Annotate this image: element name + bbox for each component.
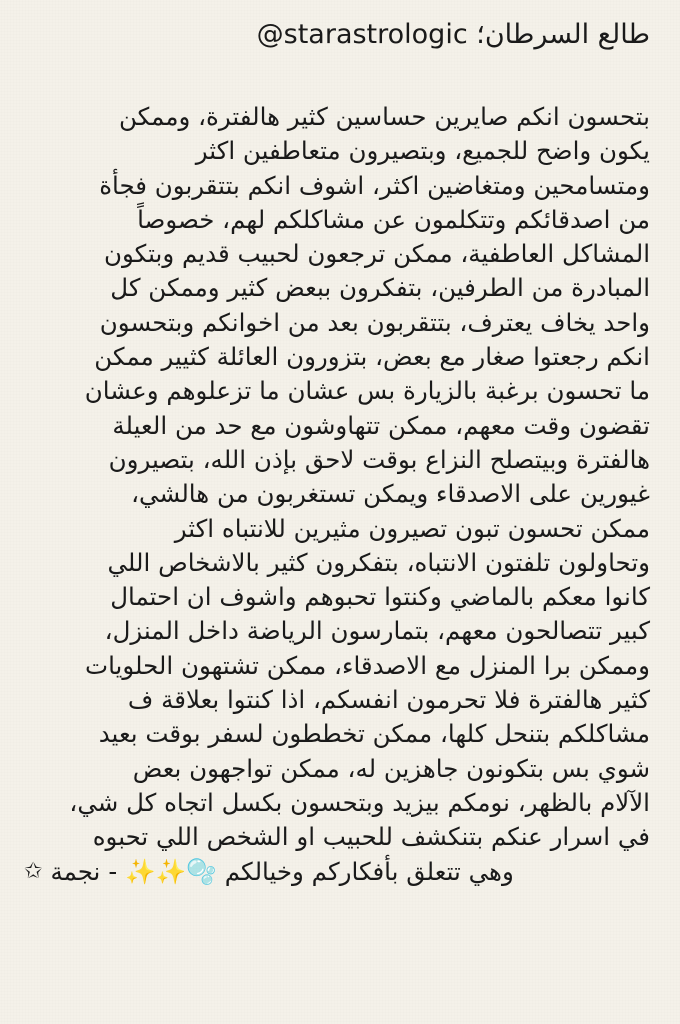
text-line: ممكن تحسون تبون تصيرون مثيرين للانتباه اكثر: [174, 513, 650, 543]
text-line: كبير تتصالحون معهم، بتمارسون الرياضة داخل المنزل،: [104, 616, 650, 646]
horoscope-text: [24, 100, 650, 889]
note-header: [24, 14, 650, 56]
star-outline-icon: ✩: [24, 858, 43, 884]
text-line: المبادرة من الطرفين، بتفكرون ببعض كثير وممكن كل: [110, 273, 650, 303]
emoji-sparkles: 🫧✨✨: [125, 856, 217, 886]
text-line: تقضون وقت معهم، ممكن تتهاوشون مع حد من العيلة: [112, 410, 650, 440]
text-line: غيورين على الاصدقاء ويمكن تستغربون من هالشي،: [131, 479, 650, 509]
last-line-text: وهي تتعلق بأفكاركم وخيالكم: [224, 856, 514, 886]
text-line: من اصدقائكم وتتكلمون عن مشاكلكم لهم، خصوصاً: [137, 204, 650, 234]
text-line: المشاكل العاطفية، ممكن ترجعون لحبيب قديم وبتكون: [103, 239, 650, 269]
text-line: هالفترة وبيتصلح النزاع بوقت لاحق بإذن الله، بتصيرون: [108, 444, 650, 474]
twitter-handle[interactable]: @starastrologic: [256, 19, 468, 50]
text-line: كثير هالفترة فلا تحرمون انفسكم، اذا كنتوا بعلاقة ف: [127, 685, 650, 715]
text-line: بتحسون انكم صايرين حساسين كثير هالفترة، وممكن: [119, 102, 650, 131]
text-line: ومتسامحين ومتغاضين اكثر، اشوف انكم بتتقربون فجأة: [99, 170, 650, 200]
text-line: ما تحسون برغبة بالزيارة بس عشان ما تزعلوهم وعشان: [84, 376, 650, 406]
text-line: وممكن برا المنزل مع الاصدقاء، ممكن تشتهون الحلويات: [85, 650, 650, 680]
text-line: الآلام بالظهر، نومكم بيزيد وبتحسون بكسل اتجاه كل شي،: [69, 787, 650, 817]
text-line: وتحاولون تلفتون الانتباه، بتفكرون كثير بالاشخاص اللي: [107, 547, 650, 577]
text-line: يكون واضح للجميع، وبتصيرون متعاطفين اكثر: [195, 136, 650, 166]
text-line: في اسرار عنكم بتنكشف للحبيب او الشخص اللي تحبوه: [92, 822, 650, 852]
header-title: طالع السرطان؛: [476, 19, 650, 50]
text-line: كانوا معكم بالماضي وكنتوا تحبوهم واشوف ان احتمال: [110, 582, 650, 612]
signature: نجمة: [50, 856, 101, 886]
separator: -: [108, 856, 118, 886]
text-line: واحد يخاف يعترف، بتتقربون بعد من اخوانكم وبتحسون: [99, 307, 650, 337]
text-line: انكم رجعتوا صغار مع بعض، بتزورون العائلة كثيير ممكن: [94, 342, 650, 372]
text-line: مشاكلكم بتنحل كلها، ممكن تخططون لسفر بوقت بعيد: [98, 719, 650, 749]
text-line-last: [24, 855, 650, 889]
text-line: شوي بس بتكونون جاهزين له، ممكن تواجهون بعض: [132, 753, 650, 783]
